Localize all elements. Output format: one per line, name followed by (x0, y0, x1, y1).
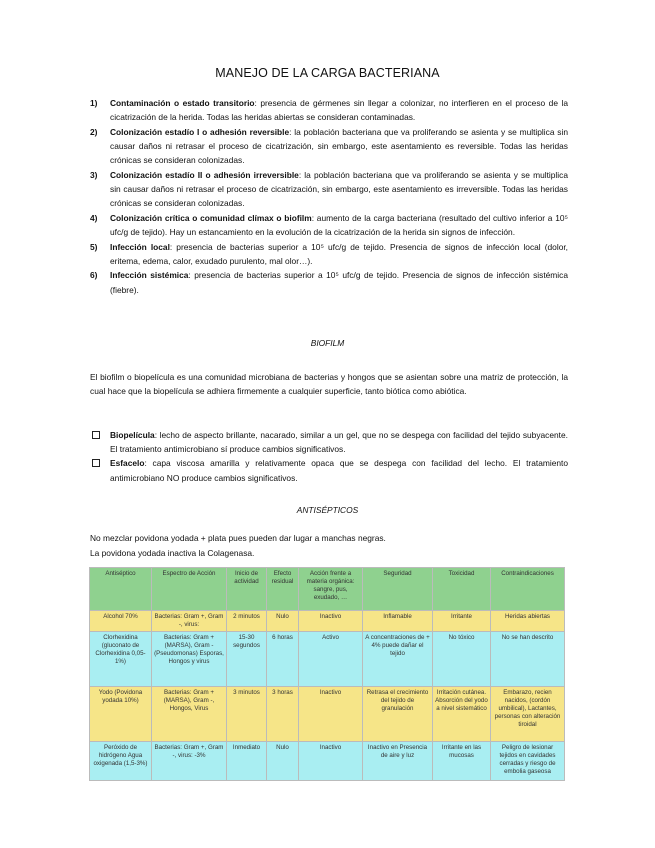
table-cell: 3 horas (267, 687, 299, 742)
table-cell: Alcohol 70% (90, 611, 152, 632)
table-cell: Inflamable (363, 611, 433, 632)
bullet-term: Biopelícula (110, 430, 155, 440)
list-description: : aumento de la carga bacteriana (resultado del cultivo inferior a 10⁵ ufc/g de tejido). Hay un estancamiento en la evolución de la cicatrización de la herida sin signos de infección. (110, 212, 568, 237)
biofilm-heading: BIOFILM (310, 338, 345, 348)
table-cell: No tóxico (433, 632, 491, 687)
table-cell: Embarazo, recien nacidos, (cordón umbilical), Lactantes, personas con alteración tiroidal (491, 687, 565, 742)
list-term: Contaminación o estado transitorio (110, 98, 255, 108)
biofilm-paragraph: El biofilm o biopelícula es una comunidad microbiana de bacterias y hongos que se asientan sobre una matriz de protección, la cual hace que la biopelícula se adhiera firmemente a cualquier superficie, tanto biótica como abiótica. (90, 372, 568, 397)
table-cell: Bacterias: Gram +, Gram -, virus: -3% (152, 742, 227, 781)
table-cell: 2 minutos (227, 611, 267, 632)
checkbox-bullet-icon (90, 428, 110, 456)
column-header: Antiséptico (90, 568, 152, 611)
note-line: No mezclar povidona yodada + plata pues pueden dar lugar a manchas negras. (90, 533, 386, 543)
list-term: Infección local (110, 241, 170, 252)
table-cell: Retrasa el crecimiento del tejido de granulación (363, 687, 433, 742)
list-term: Infección sistémica (110, 270, 189, 281)
table-cell: Peligro de lesionar tejidos en cavidades cerradas y riesgo de embolia gaseosa (491, 742, 565, 781)
list-item (90, 428, 568, 456)
table-cell: Inmediato (227, 742, 267, 781)
table-cell: No se han descrito (491, 632, 565, 687)
table-cell: Inactivo en Presencia de aire y luz (363, 742, 433, 781)
list-number: 4) (90, 212, 98, 223)
list-description: : presencia de bacterias superior a 10⁵ ufc/g de tejido. Presencia de signos de infección local (dolor, eritema, edema, calor, exudado purulento, mal olor…). (110, 241, 568, 266)
table-cell: Nulo (267, 742, 299, 781)
column-header: Inicio de actividad (227, 568, 267, 611)
list-description: : la población bacteriana que va proliferando se asienta y se multiplica sin causar daños ni retrasar el proceso de cicatrización, sin embargo, este asentamiento es reversible. Todas las heridas crónicas se consideran colonizadas. (110, 126, 568, 166)
table-cell: Heridas abiertas (491, 611, 565, 632)
list-term: Colonización crítica o comunidad clímax o biofilm (110, 212, 312, 223)
list-number: 1) (90, 98, 98, 108)
column-header: Espectro de Acción (152, 568, 227, 611)
table-header-row (90, 568, 565, 611)
table-cell: Bacterias: Gram + (MARSA), Gram - (Pseudomonas) Esporas, Hongos y virus (152, 632, 227, 687)
table-cell: Irritación cutánea. Absorción del yodo a nivel sistemático (433, 687, 491, 742)
list-description: : la población bacteriana que va proliferando se asienta y se multiplica sin causar daños ni retrasar el proceso de cicatrización, sin embargo, este asentamiento es irreversible. Todas las heridas crónicas se consideran colonizadas. (110, 169, 569, 209)
list-item (90, 240, 568, 268)
table-row (90, 687, 565, 742)
bullet-term: Esfacelo (110, 458, 145, 469)
list-item (90, 125, 568, 168)
table-row (90, 632, 565, 687)
list-number: 5) (90, 241, 98, 252)
list-description: : presencia de gérmenes sin llegar a colonizar, no interfieren en el proceso de la cicatrización de la herida. Todas las heridas abiertas se consideran contaminadas. (110, 98, 568, 123)
list-item (90, 96, 568, 124)
list-item (90, 168, 568, 211)
list-number: 3) (90, 169, 98, 180)
table-cell: Inactivo (299, 611, 363, 632)
table-cell: 15-30 segundos (227, 632, 267, 687)
table-cell: Peróxido de hidrógeno Agua oxigenada (1,5-3%) (90, 742, 152, 781)
list-number: 2) (90, 126, 98, 137)
bacterial-load-list (90, 96, 568, 297)
list-item (90, 211, 568, 239)
table-cell: 6 horas (267, 632, 299, 687)
column-header: Toxicidad (433, 568, 491, 611)
document-title: MANEJO DE LA CARGA BACTERIANA (215, 66, 440, 80)
list-term: Colonización estadío II o adhesión irreversible (110, 169, 299, 180)
table-cell: Clorhexidina (gluconato de Clorhexidina 0,05-1%) (90, 632, 152, 687)
antiseptic-table (89, 567, 565, 781)
column-header: Seguridad (363, 568, 433, 611)
bullet-description: : lecho de aspecto brillante, nacarado, similar a un gel, que no se despega con facilidad del tejido subyacente. El tratamiento antimicrobiano sí produce cambios significativos. (110, 430, 568, 455)
column-header: Efecto residual (267, 568, 299, 611)
list-item (90, 268, 568, 296)
table-cell: Irritante en las mucosas (433, 742, 491, 781)
note-line: La povidona yodada inactiva la Colagenasa. (90, 547, 255, 558)
list-description: : presencia de bacterias superior a 10⁵ ufc/g de tejido. Presencia de signos de infección sistémica (fiebre). (110, 270, 568, 295)
list-item (90, 456, 568, 484)
table-cell: Activo (299, 632, 363, 687)
table-cell: 3 minutos (227, 687, 267, 742)
checkbox-bullet-icon (90, 456, 110, 484)
bullet-description: : capa viscosa amarilla y relativamente opaca que se despega con facilidad del lecho. El tratamiento antimicrobiano NO produce cambios significativos. (110, 458, 568, 483)
table-cell: Inactivo (299, 742, 363, 781)
biofilm-bullet-list (90, 428, 568, 485)
table-cell: Inactivo (299, 687, 363, 742)
table-cell: Nulo (267, 611, 299, 632)
table-cell: A concentraciones de + 4% puede dañar el tejido (363, 632, 433, 687)
table-cell: Bacterias: Gram +, Gram -, virus: (152, 611, 227, 632)
table-cell: Irritante (433, 611, 491, 632)
list-term: Colonización estadío I o adhesión reversible (110, 126, 290, 137)
table-cell: Bacterias: Gram + (MARSA), Gram -, Hongos, Virus (152, 687, 227, 742)
antiseptic-notes (90, 531, 386, 560)
column-header: Acción frente a materia orgánica: sangre, pus, exudado, … (299, 568, 363, 611)
list-number: 6) (90, 270, 98, 281)
table-row (90, 742, 565, 781)
column-header: Contraindicaciones (491, 568, 565, 611)
table-cell: Yodo (Povidona yodada 10%) (90, 687, 152, 742)
antisepticos-heading: ANTISÉPTICOS (296, 505, 359, 515)
table-row (90, 611, 565, 632)
